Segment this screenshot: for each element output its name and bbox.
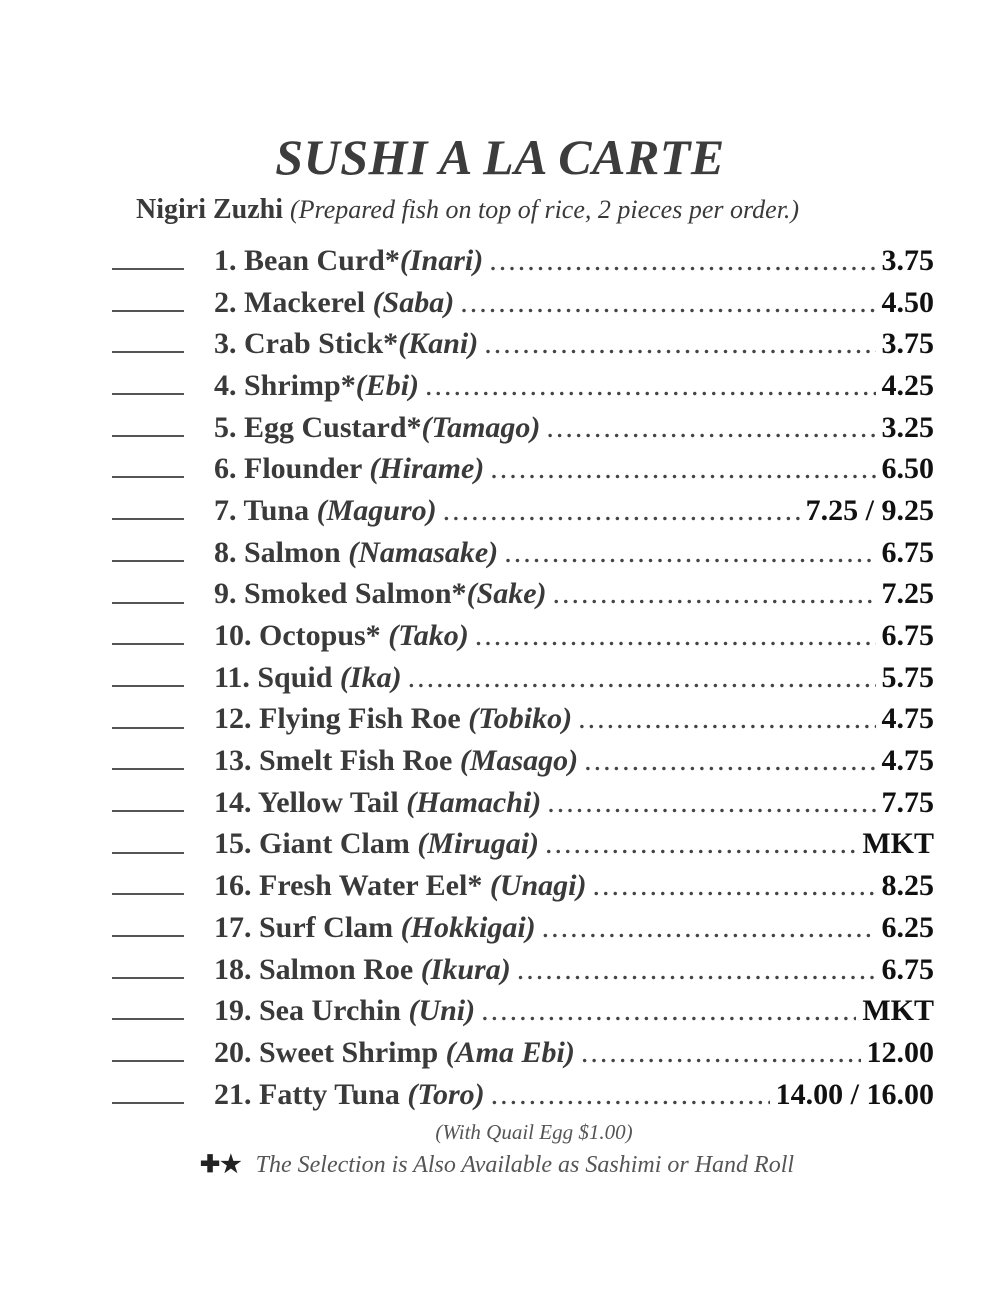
item-english-name: 10. Octopus* <box>214 619 389 653</box>
quantity-blank[interactable] <box>112 518 184 520</box>
item-japanese-name: (Saba) <box>372 285 455 319</box>
item-name <box>214 953 511 987</box>
item-price: 8.25 <box>881 869 934 903</box>
menu-item-line <box>214 661 934 695</box>
menu-item <box>0 1074 1000 1116</box>
cross-star-icon: ✚★ <box>200 1152 242 1178</box>
item-price: 7.25 <box>881 577 934 611</box>
item-name <box>214 369 419 403</box>
menu-item <box>0 574 1000 616</box>
menu-item <box>0 365 1000 407</box>
menu-item <box>0 282 1000 324</box>
item-name <box>214 286 454 320</box>
item-price: 6.75 <box>881 619 934 653</box>
dot-leader <box>593 869 876 903</box>
item-price: 3.75 <box>881 243 934 277</box>
item-english-name: 7. Tuna <box>214 493 317 527</box>
item-english-name: 17. Surf Clam <box>214 910 401 944</box>
item-price: 4.50 <box>881 285 934 319</box>
menu-item-line <box>214 286 934 320</box>
dot-leader <box>578 702 875 736</box>
item-price: 5.75 <box>881 660 934 694</box>
item-name <box>214 911 536 945</box>
quantity-blank[interactable] <box>112 476 184 478</box>
menu-item <box>0 949 1000 991</box>
item-english-name: 8. Salmon <box>214 535 349 569</box>
menu-item <box>0 740 1000 782</box>
menu-item <box>0 824 1000 866</box>
dot-leader <box>484 327 875 361</box>
item-japanese-name: (Toro) <box>407 1077 485 1111</box>
quantity-blank[interactable] <box>112 602 184 604</box>
section-note: (Prepared fish on top of rice, 2 pieces per order.) <box>290 195 800 224</box>
item-price: 12.00 <box>866 1035 934 1069</box>
quantity-blank[interactable] <box>112 977 184 979</box>
item-english-name: 16. Fresh Water Eel* <box>214 869 490 903</box>
section-label: Nigiri Zuzhi <box>136 194 284 225</box>
item-japanese-name: (Ikura) <box>420 952 511 986</box>
dot-leader <box>408 661 876 695</box>
item-price: MKT <box>862 994 934 1028</box>
dot-leader <box>491 1078 770 1112</box>
item-name <box>214 661 402 695</box>
menu-item-line <box>214 827 934 861</box>
item-price: 7.25 / 9.25 <box>805 493 934 527</box>
item-japanese-name: (Tako) <box>388 619 469 653</box>
quantity-blank[interactable] <box>112 810 184 812</box>
quantity-blank[interactable] <box>112 893 184 895</box>
item-japanese-name: (Ika) <box>339 660 402 694</box>
quantity-blank[interactable] <box>112 560 184 562</box>
quantity-blank[interactable] <box>112 727 184 729</box>
item-name <box>214 1078 485 1112</box>
menu-item-line <box>214 411 934 445</box>
item-english-name: 19. Sea Urchin <box>214 994 409 1028</box>
dot-leader <box>517 953 876 987</box>
menu-item-line <box>214 744 934 778</box>
item-japanese-name: (Tamago) <box>421 410 541 444</box>
quantity-blank[interactable] <box>112 393 184 395</box>
dot-leader <box>481 994 856 1028</box>
menu-item-line <box>214 1078 934 1112</box>
menu-item-line <box>214 452 934 486</box>
menu-item-line <box>214 494 934 528</box>
dot-leader <box>490 452 875 486</box>
menu-item-line <box>214 702 934 736</box>
menu-item <box>0 907 1000 949</box>
item-name <box>214 1036 575 1070</box>
menu-item <box>0 532 1000 574</box>
item-english-name: 3. Crab Stick* <box>214 327 399 361</box>
menu-item-line <box>214 369 934 403</box>
item-japanese-name: (Mirugai) <box>417 827 540 861</box>
dot-leader <box>475 619 876 653</box>
item-english-name: 1. Bean Curd* <box>214 243 400 277</box>
item-price: 7.75 <box>881 785 934 819</box>
menu-item <box>0 657 1000 699</box>
quantity-blank[interactable] <box>112 685 184 687</box>
dot-leader <box>553 577 876 611</box>
item-english-name: 20. Sweet Shrimp <box>214 1035 446 1069</box>
menu-item <box>0 615 1000 657</box>
item-price: 14.00 / 16.00 <box>775 1077 934 1111</box>
item-price: 3.25 <box>881 410 934 444</box>
item-name <box>214 744 578 778</box>
availability-note <box>200 1150 794 1179</box>
quantity-blank[interactable] <box>112 435 184 437</box>
item-english-name: 5. Egg Custard* <box>214 410 422 444</box>
dot-leader <box>542 911 876 945</box>
section-subtitle <box>136 194 799 226</box>
item-price: 6.75 <box>881 952 934 986</box>
menu-item <box>0 323 1000 365</box>
menu-item-line <box>214 911 934 945</box>
quantity-blank[interactable] <box>112 1018 184 1020</box>
item-japanese-name: (Hamachi) <box>406 785 542 819</box>
menu-item-line <box>214 619 934 653</box>
item-price: 6.50 <box>881 452 934 486</box>
menu-item-line <box>214 786 934 820</box>
item-english-name: 13. Smelt Fish Roe <box>214 744 460 778</box>
dot-leader <box>581 1036 861 1070</box>
item-price: 4.75 <box>881 744 934 778</box>
item-name <box>214 786 541 820</box>
menu-item-line <box>214 869 934 903</box>
item-japanese-name: (Unagi) <box>489 869 587 903</box>
item-price: 6.25 <box>881 910 934 944</box>
item-name <box>214 536 498 570</box>
dot-leader <box>547 786 875 820</box>
item-english-name: 15. Giant Clam <box>214 827 418 861</box>
dot-leader <box>443 494 800 528</box>
item-english-name: 4. Shrimp* <box>214 368 356 402</box>
menu-item-line <box>214 327 934 361</box>
quantity-blank[interactable] <box>112 351 184 353</box>
quantity-blank[interactable] <box>112 1102 184 1104</box>
menu-list <box>0 240 1000 1115</box>
quantity-blank[interactable] <box>112 1060 184 1062</box>
item-name <box>214 244 483 278</box>
item-price: 4.75 <box>881 702 934 736</box>
dot-leader <box>545 827 856 861</box>
item-japanese-name: (Inari) <box>399 243 484 277</box>
item-japanese-name: (Ebi) <box>355 368 420 402</box>
menu-item <box>0 240 1000 282</box>
item-name <box>214 411 540 445</box>
menu-item <box>0 490 1000 532</box>
item-price: 6.75 <box>881 535 934 569</box>
menu-item <box>0 448 1000 490</box>
menu-item <box>0 990 1000 1032</box>
item-english-name: 9. Smoked Salmon* <box>214 577 467 611</box>
item-english-name: 18. Salmon Roe <box>214 952 421 986</box>
menu-item <box>0 782 1000 824</box>
item-name <box>214 494 437 528</box>
menu-item <box>0 407 1000 449</box>
availability-text: The Selection is Also Available as Sashimi or Hand Roll <box>255 1152 795 1178</box>
quantity-blank[interactable] <box>112 268 184 270</box>
dot-leader <box>504 536 875 570</box>
menu-item <box>0 865 1000 907</box>
item-price: 3.75 <box>881 327 934 361</box>
item-japanese-name: (Kani) <box>398 327 479 361</box>
item-name <box>214 869 587 903</box>
item-name <box>214 994 475 1028</box>
menu-item-line <box>214 244 934 278</box>
quantity-blank[interactable] <box>112 310 184 312</box>
quantity-blank[interactable] <box>112 852 184 854</box>
dot-leader <box>460 286 875 320</box>
item-name <box>214 452 484 486</box>
item-english-name: 12. Flying Fish Roe <box>214 702 469 736</box>
item-name <box>214 619 469 653</box>
item-english-name: 6. Flounder <box>214 452 370 486</box>
item-japanese-name: (Uni) <box>408 994 476 1028</box>
item-name <box>214 827 539 861</box>
item-japanese-name: (Sake) <box>466 577 547 611</box>
menu-item-line <box>214 994 934 1028</box>
menu-title: SUSHI A LA CARTE <box>275 129 725 185</box>
dot-leader <box>584 744 875 778</box>
menu-item-line <box>214 953 934 987</box>
quantity-blank[interactable] <box>112 643 184 645</box>
menu-item <box>0 699 1000 741</box>
menu-item-line <box>214 536 934 570</box>
item-name <box>214 577 547 611</box>
quantity-blank[interactable] <box>112 935 184 937</box>
menu-item-line <box>214 1036 934 1070</box>
item-japanese-name: (Namasake) <box>348 535 499 569</box>
item-japanese-name: (Maguro) <box>316 493 437 527</box>
quantity-blank[interactable] <box>112 768 184 770</box>
item-name <box>214 327 478 361</box>
item-price: MKT <box>862 827 934 861</box>
item-japanese-name: (Ama Ebi) <box>445 1035 575 1069</box>
item-price: 4.25 <box>881 368 934 402</box>
item-name <box>214 702 572 736</box>
item-english-name: 14. Yellow Tail <box>214 785 407 819</box>
item-japanese-name: (Hirame) <box>369 452 485 486</box>
item-english-name: 11. Squid <box>214 660 340 694</box>
item-english-name: 2. Mackerel <box>214 285 373 319</box>
item-japanese-name: (Masago) <box>459 744 579 778</box>
quail-egg-note: (With Quail Egg $1.00) <box>435 1120 633 1144</box>
dot-leader <box>425 369 875 403</box>
dot-leader <box>489 244 875 278</box>
item-japanese-name: (Hokkigai) <box>400 910 536 944</box>
item-japanese-name: (Tobiko) <box>468 702 573 736</box>
item-english-name: 21. Fatty Tuna <box>214 1077 408 1111</box>
menu-item <box>0 1032 1000 1074</box>
menu-item-line <box>214 577 934 611</box>
dot-leader <box>546 411 875 445</box>
